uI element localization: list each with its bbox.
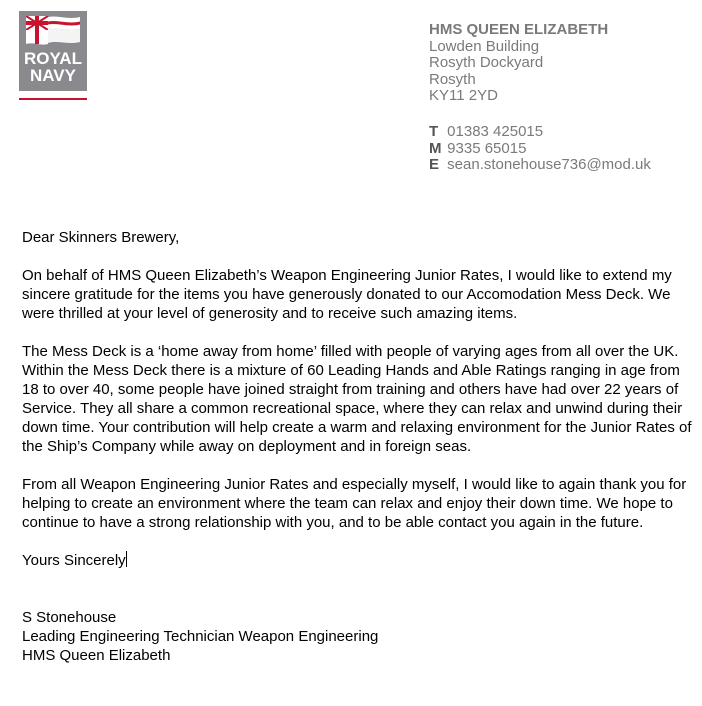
royal-navy-logo [19,11,87,93]
logo-word-navy: NAVY [30,66,76,85]
white-ensign-flag-icon [26,16,80,46]
contact-value-email: sean.stonehouse736@mod.uk [447,156,651,174]
sender-name: HMS QUEEN ELIZABETH [429,21,609,38]
contact-label-m: M [429,139,442,157]
paragraph-2 [22,342,692,456]
paragraph-2-line: down time. Your contribution will help create a warm and relaxing environment for the Junior Rates of [22,419,692,436]
contact-value-telephone: 01383 425015 [447,123,544,140]
paragraph-2-line: The Mess Deck is a ‘home away from home’ filled with people of varying ages from all over the UK. [22,343,679,360]
address-line-3: Rosyth [429,70,476,88]
address-line-4: KY11 2YD [429,87,498,105]
contact-telephone [429,124,651,141]
address-line-1: Lowden Building [429,37,540,55]
paragraph-2-line: Service. They all share a common recreational space, where they can relax and unwind during their [22,400,683,417]
paragraph-2-line: the Ship’s Company while away on deployment and in foreign seas. [22,438,472,455]
paragraph-1-line: were thrilled at your level of generosity and to receive such amazing items. [22,305,518,322]
signature-block [22,608,692,665]
paragraph-3 [22,475,692,532]
sender-address-block [429,22,608,105]
contact-email [429,157,651,174]
paragraph-3-line: helping to create an environment where the team can relax and enjoy their down time. We hope to [22,495,673,512]
contact-mobile [429,141,651,158]
paragraph-1 [22,266,692,323]
logo-underline [19,98,87,100]
paragraph-3-line: continue to have a strong relationship with you, and to be able contact you again in the future. [22,514,644,531]
logo-word-royal: ROYAL [24,49,82,68]
contact-block [429,124,651,174]
salutation: Dear Skinners Brewery, [22,229,180,246]
address-line-2: Rosyth Dockyard [429,54,544,72]
closing [22,551,692,570]
paragraph-3-line: From all Weapon Engineering Junior Rates and especially myself, I would like to again thank you for [22,476,687,493]
signature-name: S Stonehouse [22,609,117,626]
text-cursor [126,551,127,567]
contact-label-t: T [429,123,439,140]
paragraph-1-line: On behalf of HMS Queen Elizabeth’s Weapon Engineering Junior Rates, I would like to extend my [22,267,672,284]
closing-text: Yours Sincerely [22,552,126,569]
paragraph-2-line: Within the Mess Deck there is a mixture of 60 Leading Hands and Able Ratings ranging in age from [22,362,680,379]
paragraph-1-line: sincere gratitude for the items you have generously donated to our Accomodation Mess Deck. We [22,286,671,303]
paragraph-2-line: 18 to over 40, some people have joined straight from training and others have had over 22 years of [22,381,679,398]
contact-value-mobile: 9335 65015 [447,139,527,157]
contact-label-e: E [429,156,440,174]
letter-body[interactable] [22,228,692,665]
signature-ship: HMS Queen Elizabeth [22,647,171,664]
signature-title: Leading Engineering Technician Weapon Engineering [22,628,379,645]
